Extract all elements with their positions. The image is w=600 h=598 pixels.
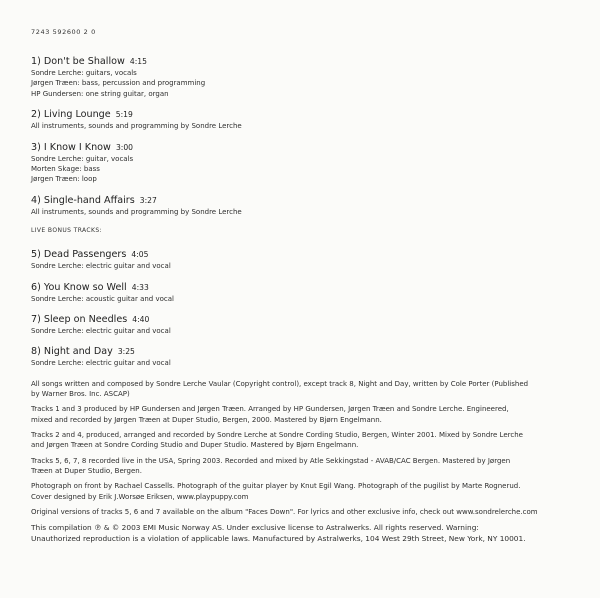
track-entry [31, 249, 576, 271]
catalog-number: 7243 592600 2 0 [31, 28, 96, 36]
track-duration: 4:05 [131, 250, 149, 260]
track-duration: 4:15 [129, 57, 147, 66]
production-note: Tracks 2 and 4, produced, arranged and recorded by Sondre Lerche at Sondre Cording Studio, Bergen, Winter 2001. Mixed by Sondre Lerche and Jørgen Træen at Sondre Cording Studio and Duper Studio. Mastered by Bjørn Engelmann. [31, 431, 523, 450]
track-credit: Sondre Lerche: acoustic guitar and vocal [31, 294, 174, 303]
track-entry [31, 346, 576, 368]
track-duration: 5:19 [115, 110, 133, 120]
track-title-line [31, 56, 576, 68]
track-duration: 3:27 [139, 195, 157, 205]
track-duration: 4:40 [132, 315, 150, 325]
track-title-line [31, 195, 576, 207]
track-entry [31, 109, 576, 131]
copyright-notice: This compilation ℗ & © 2003 EMI Music Norway AS. Under exclusive license to Astralwerks. All rights reserved. Warning: Unauthorized reproduction is a violation of applicable laws. Manufactured by Astralwerks, 104 West 29th Street, New York, NY 10001. [31, 523, 526, 544]
track-duration: 3:25 [117, 347, 135, 357]
production-notes [31, 379, 576, 517]
track-title-line [31, 346, 576, 358]
track-credit: Sondre Lerche: electric guitar and vocal [31, 359, 171, 368]
track-title: 3) I Know I Know [31, 141, 111, 153]
track-entry [31, 56, 576, 99]
track-credit: Sondre Lerche: electric guitar and vocal [31, 262, 171, 271]
track-title: 6) You Know so Well [31, 281, 127, 293]
track-title-line [31, 142, 576, 154]
track-credit: All instruments, sounds and programming by Sondre Lerche [31, 207, 242, 216]
bonus-track-list [31, 249, 576, 369]
track-entry [31, 195, 576, 217]
production-note: Photograph on front by Rachael Cassells. Photograph of the guitar player by Knut Egil Wang. Photograph of the pugilist by Marte Rognerud. Cover designed by Erik J.Worsøe Eriksen, www.playpuppy.com [31, 482, 521, 501]
track-entry [31, 142, 576, 185]
track-title-line [31, 282, 576, 294]
track-title: 4) Single-hand Affairs [31, 194, 135, 206]
track-title: 2) Living Lounge [31, 109, 111, 121]
track-entry [31, 314, 576, 336]
production-note: All songs written and composed by Sondre Lerche Vaular (Copyright control), except track 8, Night and Day, written by Cole Porter (Published by Warner Bros. Inc. ASCAP) [31, 379, 529, 399]
track-title: 7) Sleep on Needles [31, 314, 128, 326]
track-duration: 4:33 [131, 282, 149, 292]
track-credit: Sondre Lerche: electric guitar and vocal [31, 327, 171, 336]
track-list [31, 56, 576, 217]
track-credit: Sondre Lerche: guitars, vocals [31, 69, 137, 77]
track-entry [31, 282, 576, 304]
production-note: Tracks 5, 6, 7, 8 recorded live in the USA, Spring 2003. Recorded and mixed by Atle Sekkingstad - AVAB/CAC Bergen. Mastered by Jørgen Træen at Duper Studio, Bergen. [31, 456, 511, 475]
production-note: Original versions of tracks 5, 6 and 7 available on the album "Faces Down". For lyrics and other exclusive info, check out www.sondrelerche.com [31, 507, 538, 516]
track-credit: Jørgen Træen: loop [31, 175, 97, 184]
track-credit: HP Gundersen: one string guitar, organ [31, 89, 169, 98]
track-credit: Sondre Lerche: guitar, vocals [31, 154, 134, 163]
track-duration: 3:00 [115, 142, 134, 152]
track-title: 8) Night and Day [31, 346, 113, 358]
track-credit: Jørgen Træen: bass, percussion and programming [31, 79, 206, 88]
track-title: 5) Dead Passengers [31, 249, 127, 261]
bonus-tracks-label: LIVE BONUS TRACKS: [31, 227, 102, 235]
track-title-line [31, 109, 576, 121]
production-note: Tracks 1 and 3 produced by HP Gundersen and Jørgen Træen. Arranged by HP Gundersen, Jørgen Træen and Sondre Lerche. Engineered, mixed and recorded by Jørgen Træen at Duper Studio, Bergen, 2000. Mastered by Bjørn Engelmann. [31, 405, 509, 424]
track-title-line [31, 314, 576, 326]
track-title: 1) Don't be Shallow [31, 56, 125, 67]
track-credit: All instruments, sounds and programming by Sondre Lerche [31, 122, 242, 131]
track-title-line [31, 249, 576, 261]
liner-notes-content [31, 56, 576, 549]
track-credit: Morten Skage: bass [31, 165, 100, 174]
